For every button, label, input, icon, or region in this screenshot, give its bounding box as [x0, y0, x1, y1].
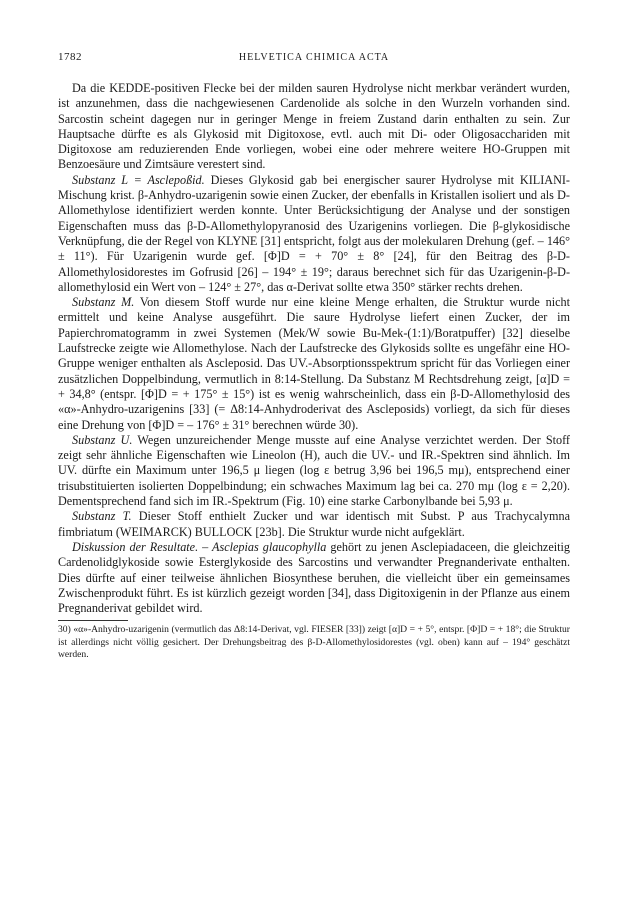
paragraph-text: gehört zu jenen Asclepiadaceen, die gleichzeitig Cardenolidglykoside sowie Esterglykoside des Sarcostins und verwandter Pregnanderivate enthalten. Dies dürfte auf einer teilweise ähnlichen Biosynthese beruhen, die vielleicht über ein gemeinsames Zwischenprodukt führt. Es ist kürzlich gezeigt worden [34], dass Digitoxigenin in der Pflanze aus einem Pregnanderivat gebildet wird.	[58, 539, 570, 616]
paragraph-substanz-t	[58, 509, 570, 540]
paragraph-diskussion	[58, 540, 570, 616]
paragraph-substanz-u	[58, 433, 570, 509]
paragraph-lead: Substanz T.	[72, 509, 132, 524]
paragraph-text: Dieses Glykosid gab bei energischer saurer Hydrolyse mit KILIANI-Mischung krist. β-Anhydro-uzarigenin sowie einen Zucker, der ebenfalls in Kristallen isoliert und als D-Allomethylose identifiziert werden konnte. Unter Berücksichtigung der Analyse und der sonstigen Eigenschaften muss das β-D-Allomethylopyranosid des Uzarigenins vorliegen. Die β-glykosidische Verknüpfung, die der Regel von KLYNE [31] entspricht, folgt aus der molekularen Drehung (gef. – 146° ± 11°). Für Uzarigenin wurde gef. [Φ]D = + 70° ± 8° [24], für den Beitrag des β-D-Allomethylosidorestes im Gofrusid [26] – 194° ± 19°; daraus berechnet sich für das Uzarigenin-β-D-allomethylosid ein Wert von – 124° ± 27°, das α-Derivat sollte etwa 350° stärker rechts drehen.	[58, 172, 570, 294]
article-body	[58, 81, 570, 616]
paragraph-text: Dieser Stoff enthielt Zucker und war identisch mit Subst. P aus Trachycalymna fimbriatum (WEIMARCK) BULLOCK [23b]. Die Struktur wurde nicht aufgeklärt.	[58, 509, 570, 539]
page-number: 1782	[58, 51, 82, 63]
paragraph-substanz-m	[58, 295, 570, 433]
journal-title: HELVETICA CHIMICA ACTA	[238, 52, 390, 63]
paragraph-lead: Substanz M.	[72, 295, 135, 310]
paragraph-intro	[58, 81, 570, 173]
page-header	[58, 50, 570, 68]
paragraph-lead: Substanz L = Asclepoßid.	[72, 172, 205, 187]
footnote-divider	[58, 620, 128, 621]
paragraph-lead: Substanz U.	[72, 432, 133, 447]
paragraph-text: Von diesem Stoff wurde nur eine kleine Menge erhalten, die Struktur wurde nicht ermittelt und keine Analyse ausgeführt. Die saure Hydrolyse liefert einen Zucker, der im Papierchromatogramm in zwei Systemen (Mek/W sowie Bu-Mek-(1:1)/Boratpuffer) [32] dieselbe Laufstrecke zeigte wie Allomethylose. Nach der Laufstrecke des Glykosids sollte es ungefähr eine HO-Gruppe weniger enthalten als Ascleposid. Das UV.-Absorptionsspektrum spricht für das Vorliegen einer zusätzlichen Doppelbindung, vermutlich in 8:14-Stellung. Da Substanz M Rechtsdrehung zeigt, [α]D = + 34,8° (entspr. [Φ]D = + 175° ± 15°) ist es wenig wahrscheinlich, dass ein β-D-Allomethylosid des «α»-Anhydro-uzarigenins [33] (= Δ8:14-Anhydroderivat des Ascleposids) vorliegt, da sich für dieses eine Drehung von [Φ]D = – 176° ± 31° berechnen würde 30).	[58, 295, 570, 432]
paragraph-substanz-l	[58, 173, 570, 295]
journal-page	[58, 50, 570, 661]
paragraph-lead: Diskussion der Resultate. – Asclepias glaucophylla	[72, 539, 327, 554]
paragraph-text: Wegen unzureichender Menge musste auf eine Analyse verzichtet werden. Der Stoff zeigt sehr ähnliche Eigenschaften wie Lineolon (H), auch die UV.- und IR.-Spektren sind ähnlich. Im UV. dürfte ein Maximum unter 196,5 μ liegen (log ε betrug 3,96 bei 196,5 mμ), entsprechend einer trisubstituierten isolierten Doppelbindung; ein schwaches Maximum lag bei ca. 270 mμ (log ε = 2,20). Dementsprechend fand sich im IR.-Spektrum (Fig. 10) eine starke Carbonylbande bei 5,93 μ.	[58, 432, 570, 509]
paragraph-text: Da die KEDDE-positiven Flecke bei der milden sauren Hydrolyse nicht merkbar verändert wurden, ist anzunehmen, dass die nachgewiesenen Cardenolide als solche in den Wurzeln vorhanden sind. Sarcostin scheint dagegen nur in geringer Menge in freiem Zustand darin enthalten zu sein. Zur Hauptsache dürfte es als Glykosid mit Digitoxose, evtl. auch mit Di- oder Oligosacchariden mit Digitoxose am reduzierenden Ende vorliegen, wobei eine oder mehrere weitere HO-Gruppen mit Benzoesäure und Zimtsäure verestert sind.	[58, 81, 570, 172]
footnote-30: 30) «α»-Anhydro-uzarigenin (vermutlich das Δ8:14-Derivat, vgl. FIESER [33]) zeigt [α]D = + 5°, entspr. [Φ]D = + 18°; die Struktur ist allerdings nicht völlig gesichert. Der Drehungsbeitrag des β-D-Allomethylosidorestes (vgl. oben) kann auf – 194° geschätzt werden.	[58, 624, 570, 660]
